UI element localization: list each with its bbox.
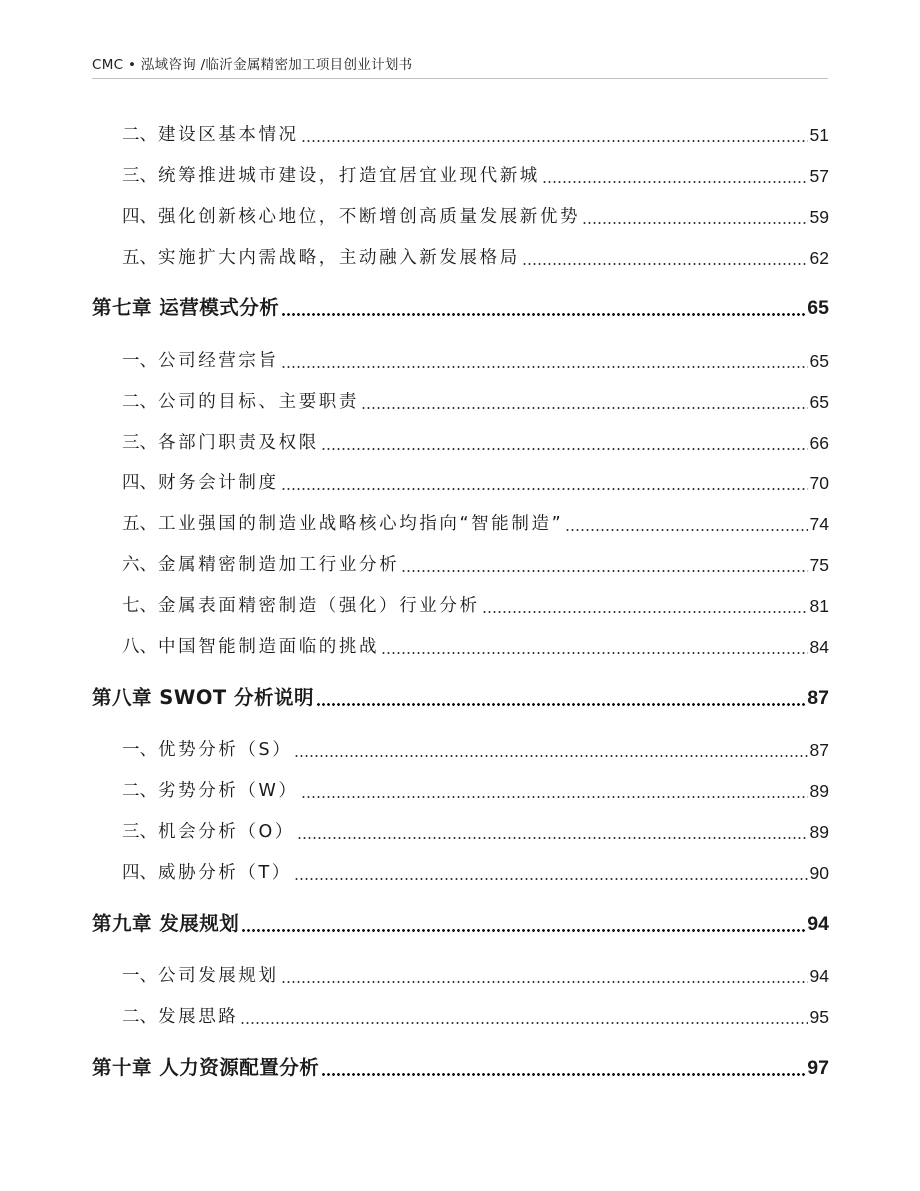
toc-dot-leader <box>294 861 808 881</box>
toc-entry-title: 实施扩大内需战略，主动融入新发展格局 <box>158 248 520 268</box>
toc-page-number: 51 <box>809 125 829 145</box>
toc-section-entry[interactable] <box>92 635 829 658</box>
toc-page-number: 87 <box>809 740 829 760</box>
toc-dot-leader <box>316 687 805 707</box>
toc-entry-title: 第九章 发展规划 <box>92 912 240 935</box>
toc-entry-title: 中国智能制造面临的挑战 <box>158 637 380 657</box>
toc-entry-title: 第八章 SWOT 分析说明 <box>92 686 315 709</box>
toc-entry-label <box>92 780 299 802</box>
toc-page-number: 89 <box>809 822 829 842</box>
toc-entry-title: 优势分析（S） <box>158 740 293 760</box>
toc-page-number: 87 <box>807 687 829 709</box>
toc-entry-number: 一、 <box>122 351 157 371</box>
toc-dot-leader <box>281 964 808 984</box>
toc-chapter-entry[interactable] <box>92 296 829 320</box>
toc-section-entry[interactable] <box>92 738 829 761</box>
toc-entry-label <box>92 391 359 413</box>
toc-dot-leader <box>482 594 808 614</box>
toc-entry-number: 五、 <box>122 248 157 268</box>
toc-section-entry[interactable] <box>92 820 829 843</box>
toc-dot-leader <box>565 512 807 532</box>
toc-page-number: 81 <box>809 596 829 616</box>
toc-entry-label <box>92 124 299 146</box>
toc-entry-label <box>92 206 580 228</box>
toc-dot-leader <box>281 297 805 317</box>
toc-entry-title: 公司发展规划 <box>158 966 279 986</box>
toc-entry-title: 劣势分析（W） <box>158 781 299 801</box>
toc-entry-number: 七、 <box>122 596 157 616</box>
toc-entry-number: 一、 <box>122 740 157 760</box>
toc-entry-label <box>92 739 292 761</box>
toc-entry-label <box>92 862 292 884</box>
toc-entry-label <box>92 247 520 269</box>
header-text: CMC • 泓域咨询 /临沂金属精密加工项目创业计划书 <box>92 57 413 73</box>
toc-entry-number: 二、 <box>122 125 157 145</box>
toc-section-entry[interactable] <box>92 471 829 494</box>
toc-page-number: 75 <box>809 555 829 575</box>
toc-entry-label <box>92 1056 319 1080</box>
toc-entry-title: 发展思路 <box>158 1007 239 1027</box>
toc-entry-number: 五、 <box>122 514 157 534</box>
toc-page-number: 94 <box>809 966 829 986</box>
toc-page-number: 84 <box>809 637 829 657</box>
toc-dot-leader <box>542 164 808 184</box>
toc-entry-number: 二、 <box>122 1007 157 1027</box>
toc-section-entry[interactable] <box>92 431 829 454</box>
toc-dot-leader <box>297 820 808 840</box>
toc-chapter-entry[interactable] <box>92 686 829 710</box>
toc-entry-title: 威胁分析（T） <box>158 863 292 883</box>
toc-section-entry[interactable] <box>92 1005 829 1028</box>
toc-entry-number: 二、 <box>122 781 157 801</box>
toc-page-number: 74 <box>809 514 829 534</box>
toc-entry-title: 工业强国的制造业战略核心均指向“智能制造” <box>158 514 564 534</box>
toc-section-entry[interactable] <box>92 390 829 413</box>
toc-section-entry[interactable] <box>92 246 829 269</box>
toc-section-entry[interactable] <box>92 861 829 884</box>
toc-section-entry[interactable] <box>92 349 829 372</box>
toc-entry-label <box>92 513 563 535</box>
toc-entry-number: 一、 <box>122 966 157 986</box>
toc-entry-label <box>92 1006 238 1028</box>
toc-entry-label <box>92 165 540 187</box>
toc-dot-leader <box>241 913 805 933</box>
toc-page-number: 65 <box>809 392 829 412</box>
toc-page-number: 57 <box>809 166 829 186</box>
toc-entry-label <box>92 912 239 936</box>
toc-entry-title: 金属精密制造加工行业分析 <box>158 555 400 575</box>
toc-entry-number: 六、 <box>122 555 157 575</box>
toc-entry-title: 公司的目标、主要职责 <box>158 392 359 412</box>
toc-entry-number: 三、 <box>122 822 157 842</box>
toc-entry-number: 三、 <box>122 166 157 186</box>
toc-section-entry[interactable] <box>92 594 829 617</box>
toc-dot-leader <box>321 431 808 451</box>
toc-entry-label <box>92 965 279 987</box>
toc-page-number: 65 <box>809 351 829 371</box>
toc-entry-title: 第七章 运营模式分析 <box>92 296 280 319</box>
toc-chapter-entry[interactable] <box>92 912 829 936</box>
toc-page-number: 90 <box>809 863 829 883</box>
toc-entry-label <box>92 472 279 494</box>
toc-entry-label <box>92 296 279 320</box>
toc-dot-leader <box>582 205 807 225</box>
toc-page-number: 95 <box>809 1007 829 1027</box>
toc-entry-label <box>92 821 295 843</box>
toc-entry-title: 第十章 人力资源配置分析 <box>92 1056 320 1079</box>
toc-entry-number: 四、 <box>122 473 157 493</box>
toc-section-entry[interactable] <box>92 779 829 802</box>
toc-page-number: 89 <box>809 781 829 801</box>
toc-dot-leader <box>240 1005 807 1025</box>
toc-page-number: 59 <box>809 207 829 227</box>
toc-dot-leader <box>301 123 808 143</box>
toc-entry-title: 财务会计制度 <box>158 473 279 493</box>
toc-entry-title: 机会分析（O） <box>158 822 295 842</box>
toc-dot-leader <box>381 635 807 655</box>
toc-section-entry[interactable] <box>92 164 829 187</box>
toc-dot-leader <box>281 349 808 369</box>
toc-entry-number: 三、 <box>122 433 157 453</box>
toc-dot-leader <box>294 738 807 758</box>
toc-entry-label <box>92 595 480 617</box>
toc-entry-number: 四、 <box>122 863 157 883</box>
toc-section-entry[interactable] <box>92 964 829 987</box>
toc-page-number: 65 <box>807 297 829 319</box>
toc-section-entry[interactable] <box>92 512 829 535</box>
toc-dot-leader <box>522 246 808 266</box>
toc-entry-label <box>92 686 314 710</box>
toc-dot-leader <box>281 471 808 491</box>
toc-entry-title: 公司经营宗旨 <box>158 351 279 371</box>
toc-entry-label <box>92 636 379 658</box>
toc-page-number: 97 <box>807 1057 829 1079</box>
toc-entry-label <box>92 432 319 454</box>
toc-entry-title: 强化创新核心地位，不断增创高质量发展新优势 <box>158 207 581 227</box>
toc-page-number: 62 <box>809 248 829 268</box>
toc-chapter-entry[interactable] <box>92 1056 829 1080</box>
toc-section-entry[interactable] <box>92 553 829 576</box>
toc-dot-leader <box>321 1057 805 1077</box>
toc-section-entry[interactable] <box>92 205 829 228</box>
toc-entry-label <box>92 350 279 372</box>
toc-entry-label <box>92 554 399 576</box>
toc-dot-leader <box>301 779 808 799</box>
toc-section-entry[interactable] <box>92 123 829 146</box>
toc-entry-title: 建设区基本情况 <box>158 125 299 145</box>
toc-page-number: 94 <box>807 913 829 935</box>
toc-entry-title: 金属表面精密制造（强化）行业分析 <box>158 596 480 616</box>
toc-entry-number: 八、 <box>122 637 157 657</box>
toc-page-number: 70 <box>809 473 829 493</box>
toc-entry-number: 四、 <box>122 207 157 227</box>
toc-dot-leader <box>401 553 807 573</box>
toc-dot-leader <box>361 390 808 410</box>
toc-entry-number: 二、 <box>122 392 157 412</box>
toc-entry-title: 统筹推进城市建设，打造宜居宜业现代新城 <box>158 166 540 186</box>
table-of-contents <box>92 0 829 1191</box>
toc-entry-title: 各部门职责及权限 <box>158 433 319 453</box>
toc-page-number: 66 <box>809 433 829 453</box>
